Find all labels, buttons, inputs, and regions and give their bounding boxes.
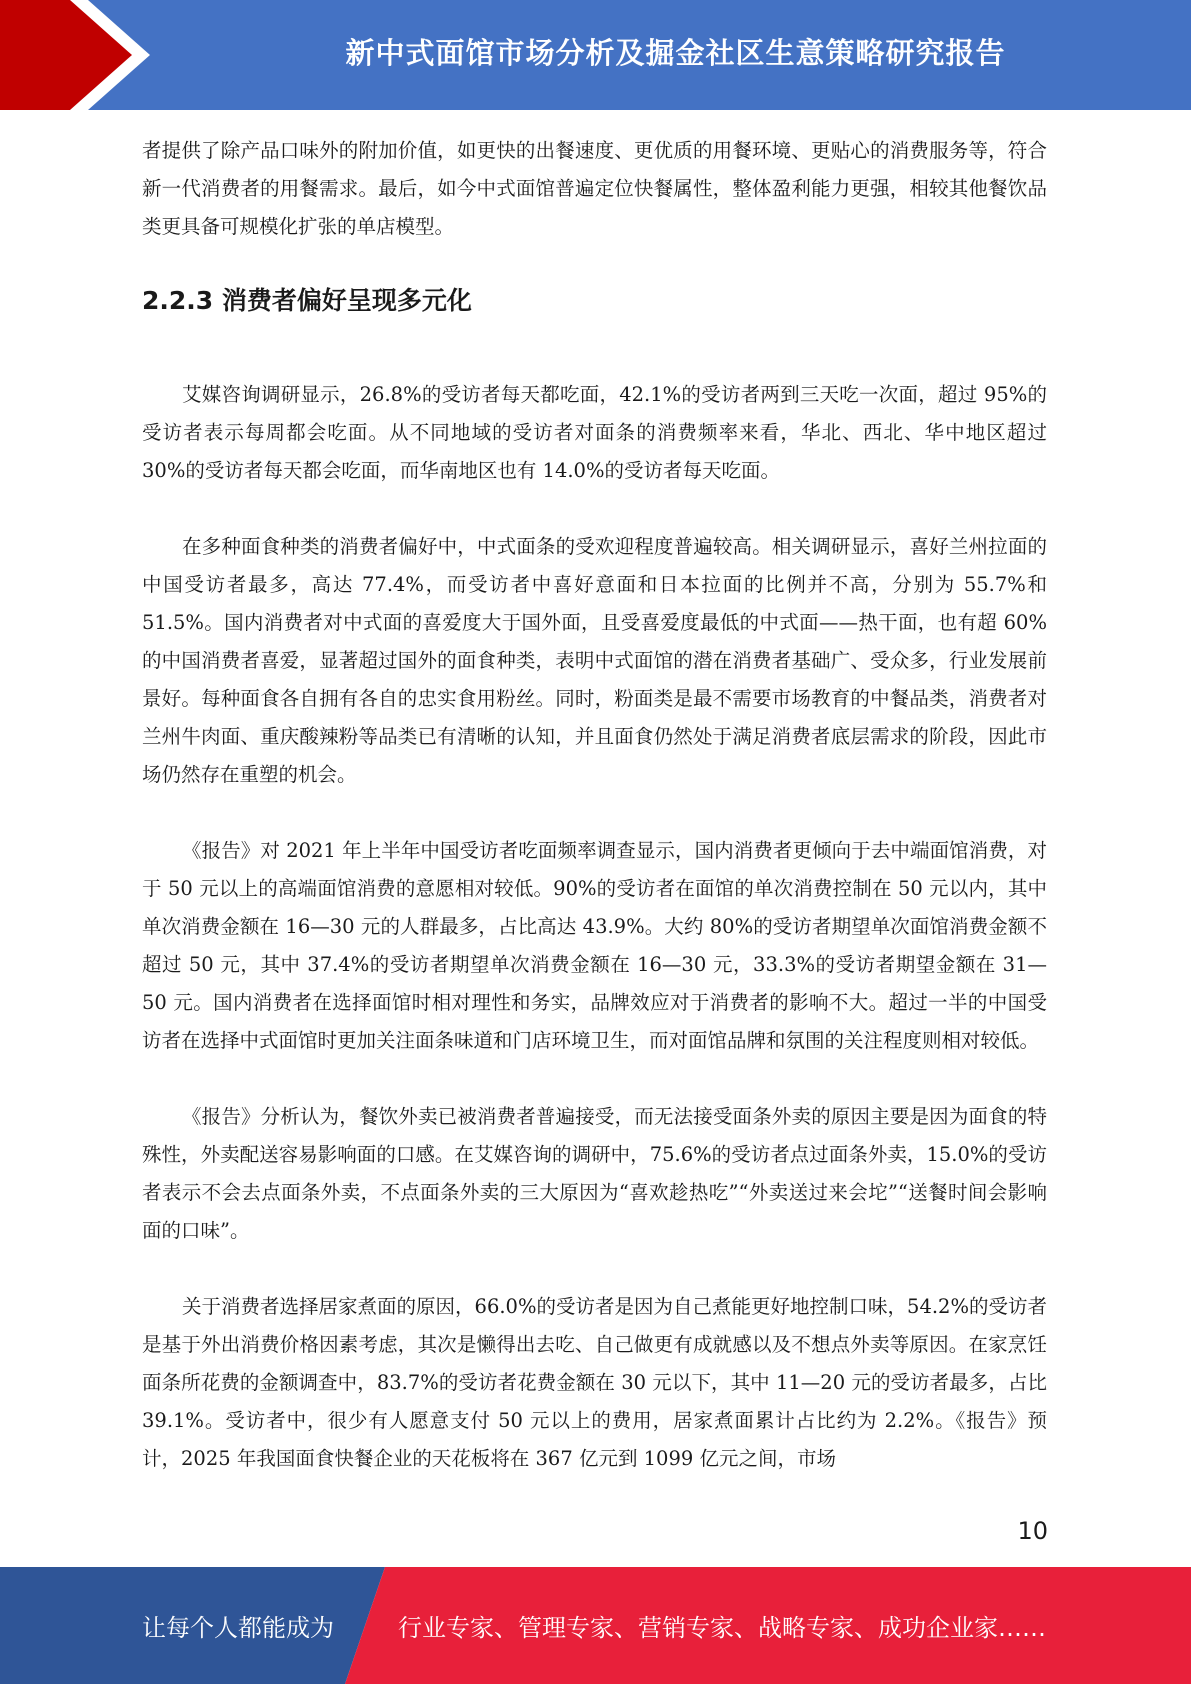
paragraph: 在多种面食种类的消费者偏好中，中式面条的受欢迎程度普遍较高。相关调研显示，喜好兰州拉面的中国受访者最多，高达 77.4%，而受访者中喜好意面和日本拉面的比例并不高，分别为 55.7%和 51.5%。国内消费者对中式面的喜爱度大于国外面，且受喜爱度最低的中式面——热干面，也有超 60%的中国消费者喜爱，显著超过国外的面食种类，表明中式面馆的潜在消费者基础广、受众多，行业发展前景好。每种面食各自拥有各自的忠实食用粉丝。同时，粉面类是最不需要市场教育的中餐品类，消费者对兰州牛肉面、重庆酸辣粉等品类已有清晰的认知，并且面食仍然处于满足消费者底层需求的阶段，因此市场仍然存在重塑的机会。 <box>142 535 1047 786</box>
paragraph: 艾媒咨询调研显示，26.8%的受访者每天都吃面，42.1%的受访者两到三天吃一次面，超过 95%的受访者表示每周都会吃面。从不同地域的受访者对面条的消费频率来看，华北、西北、华中地区超过 30%的受访者每天都会吃面，而华南地区也有 14.0%的受访者每天吃面。 <box>142 383 1047 482</box>
paragraph: 关于消费者选择居家煮面的原因，66.0%的受访者是因为自己煮能更好地控制口味，54.2%的受访者是基于外出消费价格因素考虑，其次是懒得出去吃、自己做更有成就感以及不想点外卖等原因。在家烹饪面条所花费的金额调查中，83.7%的受访者花费金额在 30 元以下，其中 11—20 元的受访者最多，占比 39.1%。受访者中，很少有人愿意支付 50 元以上的费用，居家煮面累计占比约为 2.2%。《报告》预计，2025 年我国面食快餐企业的天花板将在 367 亿元到 1099 亿元之间，市场 <box>142 1295 1047 1470</box>
footer-slogan-right: 行业专家、管理专家、营销专家、战略专家、成功企业家…… <box>398 1614 1046 1642</box>
page-header <box>0 0 1191 110</box>
page-footer <box>0 1567 1191 1684</box>
footer-slogan-left: 让每个人都能成为 <box>142 1614 334 1642</box>
paragraph-continued: 者提供了除产品口味外的附加价值，如更快的出餐速度、更优质的用餐环境、更贴心的消费服务等，符合新一代消费者的用餐需求。最后，如今中式面馆普遍定位快餐属性，整体盈利能力更强，相较其他餐饮品类更具备可规模化扩张的单店模型。 <box>142 139 1047 238</box>
page-number: 10 <box>1017 1517 1048 1545</box>
document-body <box>142 132 1047 1516</box>
section-heading: 2.2.3 消费者偏好呈现多元化 <box>142 286 472 315</box>
report-title: 新中式面馆市场分析及掘金社区生意策略研究报告 <box>345 35 1006 70</box>
paragraph: 《报告》对 2021 年上半年中国受访者吃面频率调查显示，国内消费者更倾向于去中端面馆消费，对于 50 元以上的高端面馆消费的意愿相对较低。90%的受访者在面馆的单次消费控制在 50 元以内，其中单次消费金额在 16—30 元的人群最多，占比高达 43.9%。大约 80%的受访者期望单次面馆消费金额不超过 50 元，其中 37.4%的受访者期望单次消费金额在 16—30 元，33.3%的受访者期望金额在 31—50 元。国内消费者在选择面馆时相对理性和务实，品牌效应对于消费者的影响不大。超过一半的中国受访者在选择中式面馆时更加关注面条味道和门店环境卫生，而对面馆品牌和氛围的关注程度则相对较低。 <box>142 839 1047 1052</box>
paragraph: 《报告》分析认为，餐饮外卖已被消费者普遍接受，而无法接受面条外卖的原因主要是因为面食的特殊性，外卖配送容易影响面的口感。在艾媒咨询的调研中，75.6%的受访者点过面条外卖，15.0%的受访者表示不会去点面条外卖，不点面条外卖的三大原因为“喜欢趁热吃”“外卖送过来会坨”“送餐时间会影响面的口味”。 <box>142 1105 1047 1242</box>
